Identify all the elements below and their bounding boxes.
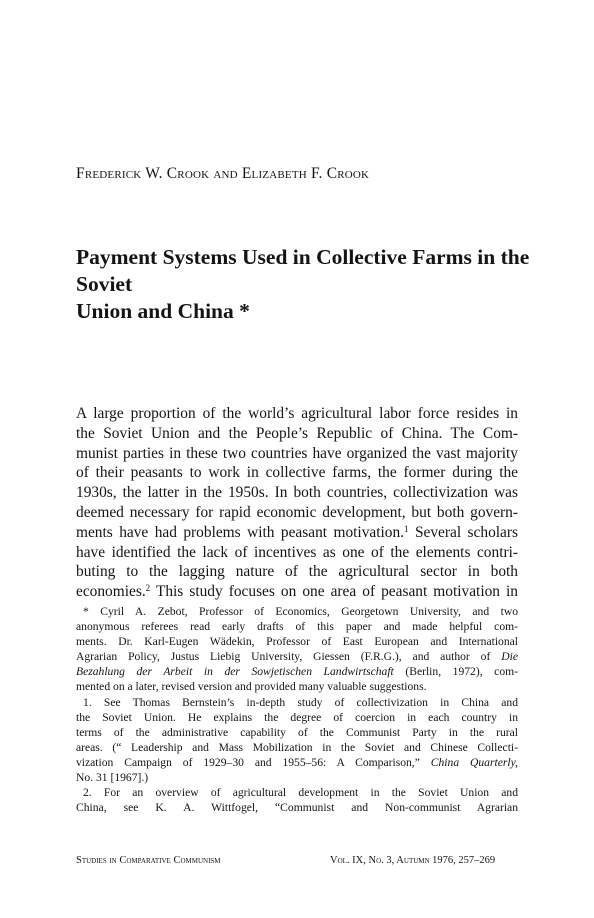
footnote-ref-1: 1 bbox=[404, 523, 409, 534]
footnote-line: China, see K. A. Wittfogel, “Communist and Non-communist Agrarian bbox=[76, 801, 518, 815]
body-line: munist parties in these two countries have organized the vast majority bbox=[76, 444, 518, 462]
footnotes bbox=[76, 604, 518, 815]
footnote-segment: vization Campaign of 1929–30 and 1955–56: A Comparison,” bbox=[76, 755, 420, 769]
footnote-line bbox=[76, 664, 518, 679]
body-line: the Soviet Union and the People’s Republic of China. The Com- bbox=[76, 424, 518, 442]
footnote-italic: China Quarterly, bbox=[430, 755, 518, 769]
footnote-line: * Cyril A. Zebot, Professor of Economics, Georgetown University, and two bbox=[83, 605, 518, 618]
title-line: Union and China * bbox=[76, 299, 250, 323]
journal-name: Studies in Comparative Communism bbox=[76, 855, 221, 866]
body-line: 1930s, the latter in the 1950s. In both countries, collectivization was bbox=[76, 484, 518, 502]
body-text-segment: ments have had problems with peasant motivation. bbox=[76, 523, 405, 541]
footnote-segment: Agrarian Policy, Justus Liebig University, Giessen (F.R.G.), and author of bbox=[76, 650, 491, 664]
footnote-line: No. 31 [1967].) bbox=[76, 771, 149, 785]
body-line: of their peasants to work in collective farms, the former during the bbox=[76, 464, 518, 482]
footnote-line: terms of the administrative capability of the Communist Party in the rural bbox=[76, 725, 518, 739]
author-names: Frederick W. Crook and Elizabeth F. Crook bbox=[76, 165, 370, 182]
footnote-line: 1. See Thomas Bernstein’s in-depth study of collectivization in China and bbox=[83, 695, 518, 709]
volume-citation: Vol. IX, No. 3, Autumn 1976, 257–269 bbox=[330, 855, 496, 866]
footnote-line: the Soviet Union. He explains the degree of coercion in each country in bbox=[76, 710, 518, 724]
footnote-line: anonymous referees read early drafts of this paper and made helpful com- bbox=[76, 620, 518, 634]
body-line bbox=[76, 523, 518, 543]
body-line: deemed necessary for rapid economic development, but both govern- bbox=[76, 503, 518, 521]
title-line: Payment Systems Used in Collective Farms in the Soviet bbox=[76, 245, 530, 296]
footnote-line bbox=[76, 755, 518, 770]
footnote-line: mented on a later, revised version and provided many valuable suggestions. bbox=[76, 680, 427, 694]
body-paragraph bbox=[76, 404, 518, 602]
body-line: have identified the lack of incentives as one of the elements contri- bbox=[76, 543, 518, 561]
footnote-line bbox=[76, 649, 518, 664]
footnote-line: areas. (“ Leadership and Mass Mobilization in the Soviet and Chinese Collecti- bbox=[76, 740, 518, 754]
body-line: buting to the lagging nature of the agricultural sector in both bbox=[76, 563, 518, 581]
body-line bbox=[76, 582, 518, 602]
body-text-segment: economies. bbox=[76, 583, 146, 601]
footnote-line: ments. Dr. Karl-Eugen Wädekin, Professor of East European and International bbox=[76, 635, 518, 649]
body-text-segment: Several scholars bbox=[414, 523, 518, 541]
article-title bbox=[76, 244, 546, 325]
body-line: A large proportion of the world’s agricultural labor force resides in bbox=[76, 405, 518, 422]
footnote-italic: Bezahlung der Arbeit in der Sowjetischen Landwirtschaft bbox=[76, 665, 394, 679]
footnote-line: 2. For an overview of agricultural development in the Soviet Union and bbox=[83, 786, 518, 800]
body-text-segment: This study focuses on one area of peasant motivation in bbox=[155, 583, 518, 601]
footnote-italic: Die bbox=[501, 650, 518, 664]
footnote-ref-2: 2 bbox=[145, 583, 151, 594]
footnote-segment: (Berlin, 1972), com- bbox=[405, 665, 518, 679]
